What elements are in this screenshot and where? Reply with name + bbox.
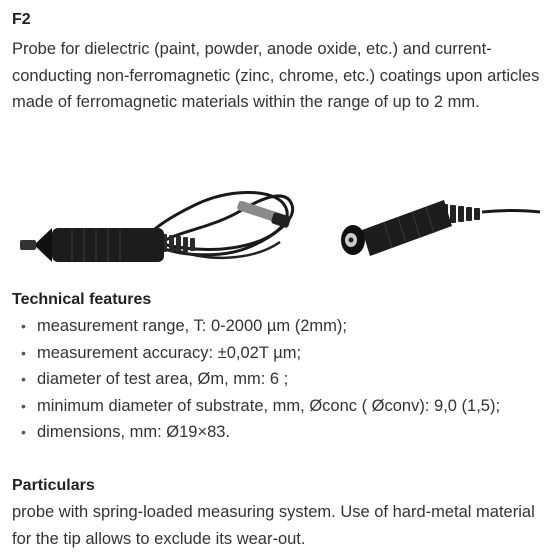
feature-text: minimum diameter of substrate, mm, Øconc ( Øconv): 9,0 (1,5); <box>37 396 501 415</box>
technical-features-list <box>12 313 500 446</box>
particulars-heading: Particulars <box>12 477 95 494</box>
technical-features-heading: Technical features <box>12 291 152 308</box>
feature-text: diameter of test area, Øm, mm: 6 ; <box>37 370 289 388</box>
feature-text: measurement accuracy: ±0,02T µm; <box>37 343 302 362</box>
feature-text: measurement range, T: 0-2000 µm (2mm); <box>37 317 347 335</box>
bullet-icon: • <box>21 424 26 440</box>
feature-text: dimensions, mm: Ø19×83. <box>37 423 231 441</box>
bullet-icon: • <box>21 397 26 414</box>
product-images <box>12 170 542 280</box>
probe-closeup-icon <box>341 200 540 256</box>
bullet-icon: • <box>21 371 26 387</box>
product-description: Probe for dielectric (paint, powder, anode oxide, etc.) and current-conducting non-ferromagnetic (zinc, chrome, etc.) coatings upon articles made of ferromagnetic materials within the range of up to 2 mm. <box>12 40 540 111</box>
list-item <box>12 366 500 393</box>
product-title: F2 <box>12 11 31 28</box>
bullet-icon: • <box>21 344 26 361</box>
list-item <box>12 419 500 446</box>
list-item <box>12 393 500 420</box>
probe-with-cable-icon <box>20 192 293 262</box>
list-item <box>12 313 500 340</box>
particulars-text: probe with spring-loaded measuring system. Use of hard-metal material for the tip allows to exclude its wear-out. <box>12 503 535 548</box>
bullet-icon: • <box>21 318 26 334</box>
list-item <box>12 340 500 367</box>
